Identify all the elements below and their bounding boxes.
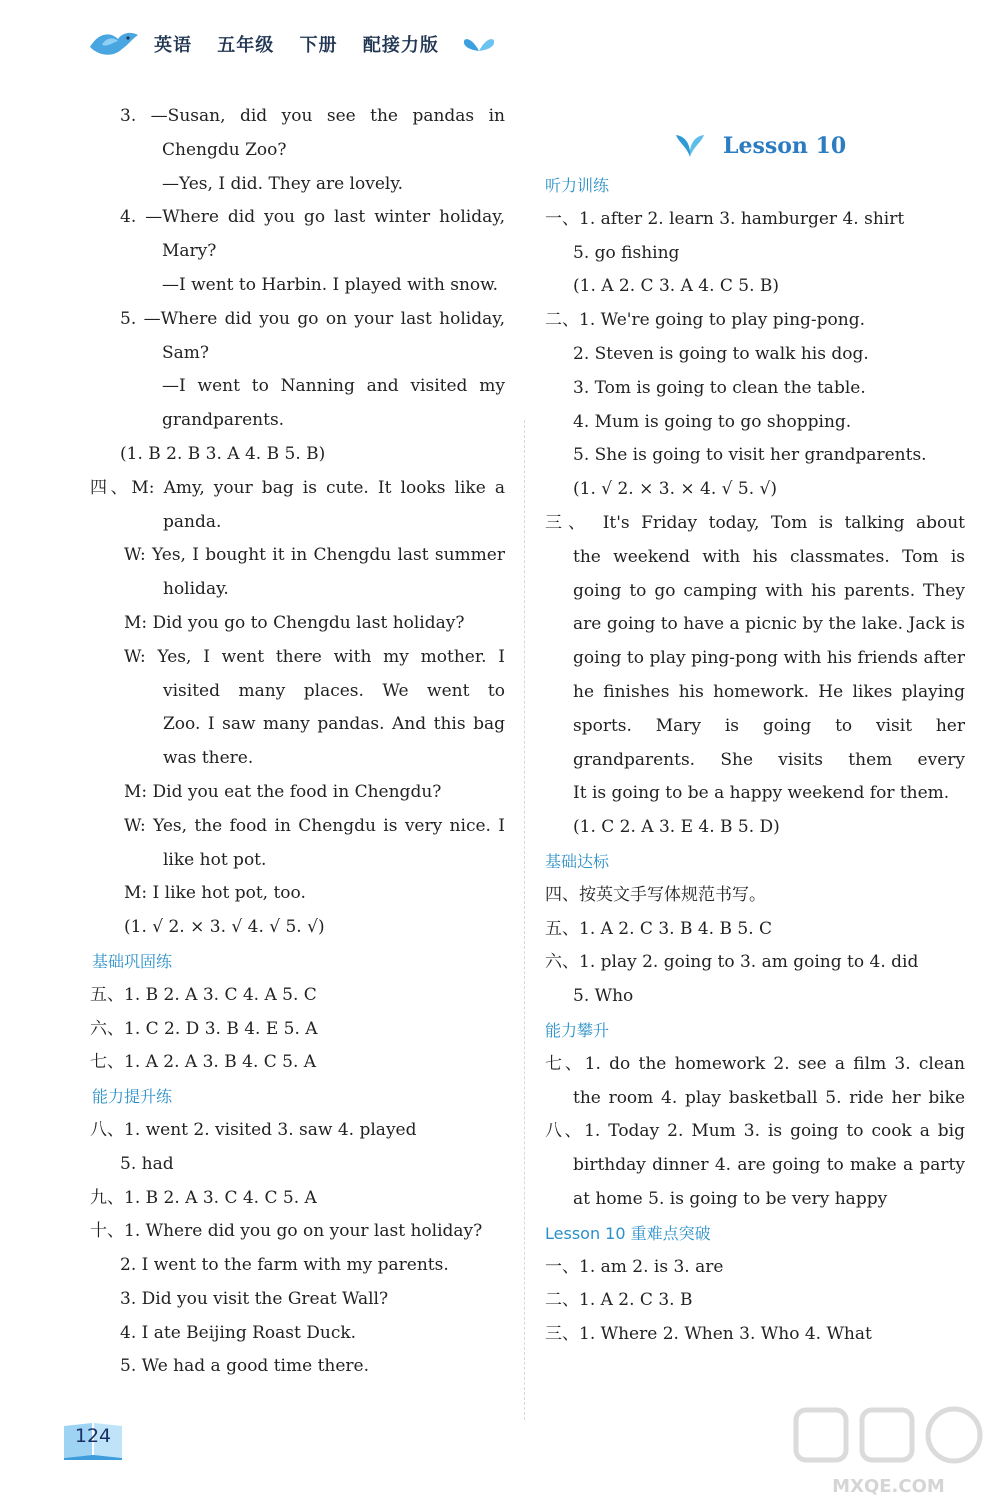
left-answer-line: was there. <box>163 748 254 769</box>
right-answer-line: 八、1. Today 2. Mum 3. is going to cook a big <box>545 1121 965 1142</box>
left-answer-line: 3. —Susan, did you see the pandas in <box>120 106 505 126</box>
left-answer-line: holiday. <box>163 579 229 600</box>
right-answer-line: at home 5. is going to be very happy <box>573 1188 888 1209</box>
right-answer-line: 三、1. Where 2. When 3. Who 4. What <box>545 1324 872 1345</box>
right-answer-line: the room 4. play basketball 5. ride her bike <box>573 1087 965 1108</box>
left-answer-line: 八、1. went 2. visited 3. saw 4. played <box>90 1119 417 1140</box>
right-answer-line: he finishes his homework. He likes playing <box>573 681 965 702</box>
left-answer-line: Sam? <box>162 342 210 363</box>
right-answer-line: (1. C 2. A 3. E 4. B 5. D) <box>573 817 780 838</box>
right-answer-line: going to go camping with his parents. They <box>573 580 965 601</box>
right-answer-line: 2. Steven is going to walk his dog. <box>573 343 869 364</box>
left-answer-line: W: Yes, the food in Chengdu is very nice. I <box>124 815 505 836</box>
left-answer-line: —I went to Harbin. I played with snow. <box>162 274 499 295</box>
header-edition: 配接力版 <box>362 35 439 56</box>
left-answer-line: —Yes, I did. They are lovely. <box>162 173 404 194</box>
right-answer-line: going to play ping-pong with his friends after <box>573 648 965 669</box>
leaf-icon <box>675 133 705 159</box>
watermark-text: MXQE.COM <box>832 1476 945 1497</box>
column-divider <box>524 420 525 1420</box>
left-answer-line: Chengdu Zoo? <box>162 139 287 160</box>
left-answer-line: like hot pot. <box>163 849 267 870</box>
right-answer-line: 一、1. after 2. learn 3. hamburger 4. shirt <box>545 208 905 229</box>
right-answer-line: 三、 It's Friday today, Tom is talking about <box>545 512 965 533</box>
header-grade: 五年级 <box>217 35 275 56</box>
page-number <box>62 1420 124 1460</box>
left-answer-line: 四、M: Amy, your bag is cute. It looks like a <box>90 477 505 498</box>
right-answer-line: 一、1. am 2. is 3. are <box>545 1256 724 1277</box>
watermark <box>786 1402 991 1497</box>
header-volume: 下册 <box>299 35 338 56</box>
right-answer-line: birthday dinner 4. are going to make a party <box>573 1155 965 1176</box>
right-answer-line: are going to have a picnic by the lake. Jack is <box>573 614 965 635</box>
left-answer-line: 七、1. A 2. A 3. B 4. C 5. A <box>90 1052 317 1073</box>
lesson-title-text: Lesson 10 <box>723 133 847 159</box>
right-section-heading: 听力训练 <box>545 176 610 195</box>
right-answer-line: 4. Mum is going to go shopping. <box>573 411 852 432</box>
lesson-title <box>675 133 846 159</box>
right-section-heading: Lesson 10 重难点突破 <box>545 1223 711 1243</box>
left-section-heading: 能力提升练 <box>92 1087 173 1107</box>
right-answer-line: 3. Tom is going to clean the table. <box>573 377 866 398</box>
left-answer-line: 4. I ate Beijing Roast Duck. <box>120 1322 357 1343</box>
left-answer-line: 九、1. B 2. A 3. C 4. C 5. A <box>90 1187 317 1208</box>
left-answer-line: 十、1. Where did you go on your last holiday? <box>90 1221 483 1242</box>
right-answer-line: sports. Mary is going to visit her <box>573 715 965 736</box>
right-answer-line: (1. A 2. C 3. A 4. C 5. B) <box>573 276 780 297</box>
right-answer-line: 5. She is going to visit her grandparents. <box>573 445 927 466</box>
left-answer-line: —I went to Nanning and visited my <box>162 376 505 397</box>
page-number-text: 124 <box>74 1425 112 1447</box>
left-answer-line: 5. —Where did you go on your last holiday, <box>120 308 505 329</box>
left-answer-line: M: Did you go to Chengdu last holiday? <box>124 612 465 633</box>
right-answer-line: 七、1. do the homework 2. see a film 3. clean <box>545 1053 965 1074</box>
right-answer-line: It is going to be a happy weekend for them. <box>573 783 950 804</box>
left-column <box>90 100 505 1384</box>
left-answer-line: (1. √ 2. × 3. √ 4. √ 5. √) <box>124 917 325 938</box>
left-answer-line: visited many places. We went to <box>163 680 505 701</box>
right-section-heading: 能力攀升 <box>545 1020 610 1040</box>
left-section-heading: 基础巩固练 <box>92 951 173 971</box>
left-answer-line: 4. —Where did you go last winter holiday, <box>120 207 505 228</box>
header-subject: 英语 <box>154 35 192 56</box>
left-answer-line: 2. I went to the farm with my parents. <box>120 1255 449 1276</box>
right-answer-line: 六、1. play 2. going to 3. am going to 4. did <box>545 952 919 973</box>
left-answer-line: W: Yes, I bought it in Chengdu last summer <box>124 545 505 566</box>
left-answer-line: 5. had <box>120 1153 174 1174</box>
left-answer-line: 5. We had a good time there. <box>120 1356 370 1377</box>
right-answer-line: 五、1. A 2. C 3. B 4. B 5. C <box>545 918 773 939</box>
right-answer-line: 5. Who <box>573 986 634 1007</box>
right-section-heading: 基础达标 <box>545 851 610 871</box>
watermark-logo-icon <box>786 1402 991 1472</box>
right-answer-line: 5. go fishing <box>573 242 680 263</box>
left-answer-line: W: Yes, I went there with my mother. I <box>124 646 505 667</box>
left-answer-line: M: Did you eat the food in Chengdu? <box>124 781 442 802</box>
left-answer-line: panda. <box>163 511 222 532</box>
right-answer-line: 二、1. A 2. C 3. B <box>545 1290 693 1311</box>
left-answer-line: grandparents. <box>162 410 285 431</box>
page-header <box>88 24 495 64</box>
left-answer-line: 五、1. B 2. A 3. C 4. A 5. C <box>90 984 317 1005</box>
right-answer-line: grandparents. She visits them every <box>573 749 965 770</box>
left-answer-line: 3. Did you visit the Great Wall? <box>120 1288 389 1309</box>
right-column <box>545 169 965 1352</box>
right-answer-line: 四、按英文手写体规范书写。 <box>545 884 766 905</box>
left-answer-line: Mary? <box>162 241 217 262</box>
bird-logo-icon <box>88 27 140 61</box>
left-answer-line: (1. B 2. B 3. A 4. B 5. B) <box>120 443 326 464</box>
left-answer-line: 六、1. C 2. D 3. B 4. E 5. A <box>90 1018 318 1039</box>
butterfly-icon <box>463 35 495 53</box>
right-answer-line: the weekend with his classmates. Tom is <box>573 546 965 567</box>
left-answer-line: M: I like hot pot, too. <box>124 883 306 904</box>
left-answer-line: Zoo. I saw many pandas. And this bag <box>163 714 505 735</box>
right-answer-line: 二、1. We're going to play ping-pong. <box>545 310 866 331</box>
right-answer-line: (1. √ 2. × 3. × 4. √ 5. √) <box>573 479 777 500</box>
